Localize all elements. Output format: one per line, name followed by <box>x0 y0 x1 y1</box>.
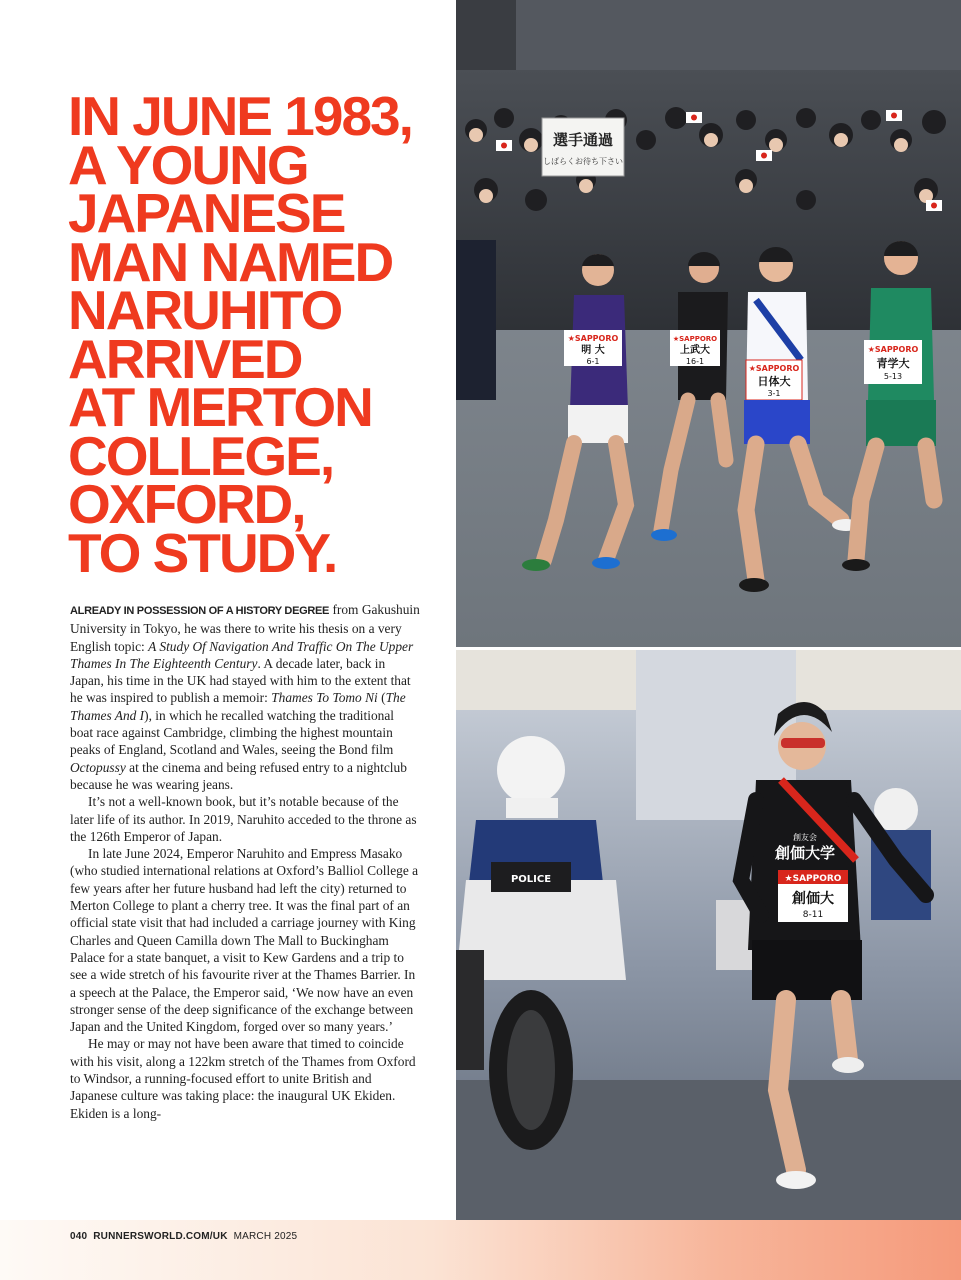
headline-line: NARUHITO <box>68 279 342 341</box>
page-footer <box>70 1231 297 1242</box>
headline-line: IN JUNE 1983, <box>68 85 412 147</box>
headline-line: ARRIVED <box>68 327 302 390</box>
paragraph-2: It’s not a well-known book, but it’s notable because of the later life of its author. In 2019, Naruhito acceded to the throne as the 126th Emperor of Japan. <box>70 794 417 844</box>
ekiden-crowd-illustration <box>456 0 961 647</box>
bib-number: 5-13 <box>883 372 903 381</box>
shirt-name: 創価大学 <box>774 844 836 862</box>
book-title-english: The Thames And I <box>70 690 406 723</box>
soka-runner-photo <box>456 650 961 1220</box>
bib-school: 明 大 <box>581 345 605 356</box>
issue-date: MARCH 2025 <box>233 1231 298 1242</box>
page-number: 040 <box>70 1231 88 1242</box>
sign-title: 選手通過 <box>552 131 614 149</box>
police-label: POLICE <box>510 874 552 885</box>
film-title: Octopussy <box>70 759 126 775</box>
bib-number: 8-11 <box>802 910 824 920</box>
headline-line: AT MERTON <box>68 376 372 438</box>
bib-number: 3-1 <box>767 389 781 398</box>
bib-brand: ★SAPPORO <box>784 874 842 884</box>
official-figure <box>456 240 496 400</box>
bib-brand: ★SAPPORO <box>867 345 919 354</box>
paragraph-1: ALREADY IN POSSESSION OF A HISTORY DEGREE from Gakushuin University in Tokyo, he was there to write his thesis on a very English topic: A Study Of Navigation And Traffic On The Upper Thames In The Eighteenth Century. A decade later, back in Japan, his time in the UK had stayed with him to the extent that he was inspired to publish a memoir: Thames To Tomo Ni (The Thames And I), in which he recalled watching the traditional boat race against Cambridge, climbing the highest mountain peaks of England, Scotland and Wales, seeing the Bond film Octopussy at the cinema and being refused entry to a nightclub because he was wearing jeans. <box>70 602 420 792</box>
bib-brand: ★SAPPORO <box>672 335 718 343</box>
bib-school: 青学大 <box>876 357 910 370</box>
headline-line: A YOUNG <box>68 133 308 196</box>
bib-brand: ★SAPPORO <box>748 364 800 373</box>
site-url: RUNNERSWORLD.COM/UK <box>93 1231 228 1242</box>
bib-school: 日体大 <box>757 375 791 388</box>
crowd-sign <box>542 118 624 176</box>
lead-in: ALREADY IN POSSESSION OF A HISTORY DEGREE <box>70 605 330 617</box>
headline <box>68 85 448 584</box>
headline-line: JAPANESE <box>68 182 345 244</box>
bib-number: 16-1 <box>685 357 705 366</box>
bib-school: 上武大 <box>680 345 710 356</box>
thesis-title: A Study Of Navigation And Traffic On The Upper Thames In The Eighteenth Century <box>70 638 414 671</box>
sign-subtitle: しばらくお待ち下さい <box>543 157 623 166</box>
paragraph-3: In late June 2024, Emperor Naruhito and Empress Masako (who studied international relations at Oxford’s Balliol College a few years after her future husband had left the city) returned to Merton College to plant a cherry tree. It was the final part of an official state visit that had included a carriage journey with King Charles and Queen Camilla down The Mall to Buckingham Palace for a state banquet, a visit to Kew Gardens and a trip to see a wide stretch of his favourite river at the Thames Barrier. In a speech at the Palace, the Emperor said, ‘We now have an even stronger sense of the deep significance of the exchange between Japan and the United Kingdom, forged over so many years.’ <box>70 846 419 1035</box>
bib-number: 6-1 <box>586 357 600 366</box>
headline-line: MAN NAMED <box>68 230 393 293</box>
bib-brand: ★SAPPORO <box>567 334 619 343</box>
book-title: Thames To Tomo Ni <box>271 690 378 706</box>
ekiden-crowd-photo <box>456 0 961 647</box>
shirt-small-text: 創友会 <box>793 833 817 842</box>
headline-line: COLLEGE, <box>68 424 334 487</box>
paragraph-4: He may or may not have been aware that timed to coincide with his visit, along a 122km stretch of the Thames from Oxford to Windsor, a running-focused effort to unite British and Japanese culture was taking place: the inaugural UK Ekiden. Ekiden is a long- <box>70 1036 416 1121</box>
soka-runner-illustration <box>456 650 961 1220</box>
footer-band <box>0 1220 961 1280</box>
bib-school: 創価大 <box>792 891 834 907</box>
headline-line: TO STUDY. <box>68 521 337 584</box>
headline-line: OXFORD, <box>68 473 305 535</box>
article-body <box>70 601 420 1122</box>
